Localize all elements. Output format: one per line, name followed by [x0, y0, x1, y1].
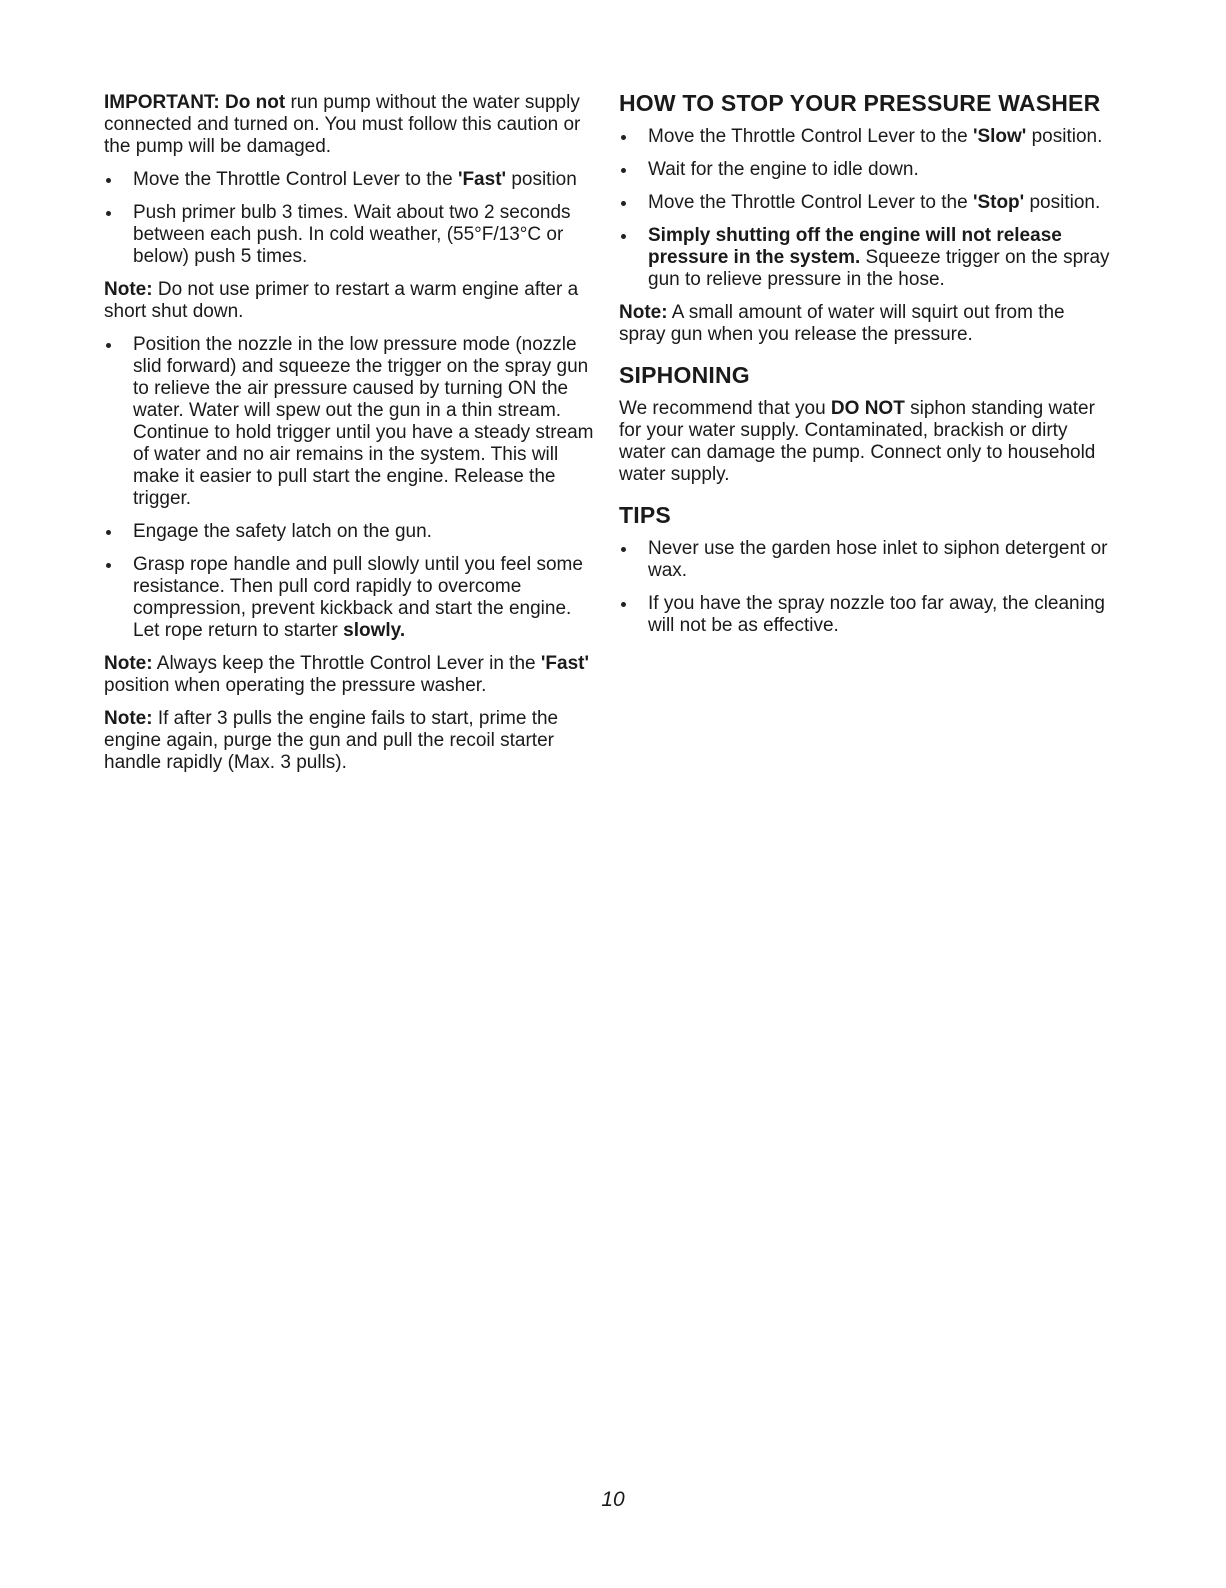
- list-item: [104, 202, 594, 268]
- bullet-icon: [106, 530, 111, 535]
- list-item-text: Position the nozzle in the low pressure mode (nozzle slid forward) and squeeze the trigger on the spray gun to relieve the air pressure caused by turning ON the water. Water will spew out the gun in a thin stream. Continue to hold trigger until you have a steady stream of water and no air remains in the system. This will make it easier to pull start the engine. Release the trigger.: [133, 334, 594, 509]
- important-text: run pump without the water supply connected and turned on. You must follow this caution or the pump will be damaged.: [104, 92, 581, 157]
- list-item: [104, 554, 594, 642]
- right-column: [619, 92, 1114, 648]
- note-label: Note:: [104, 653, 153, 674]
- startup-bullet-list-2: [104, 334, 594, 642]
- note-label: Note:: [104, 708, 153, 729]
- note-bold: 'Fast': [540, 653, 589, 674]
- note-label: Note:: [619, 302, 668, 323]
- list-item-text: Move the Throttle Control Lever to the: [133, 169, 458, 190]
- list-item: [619, 225, 1114, 291]
- siphoning-text-post: siphon standing water for your water supply. Contaminated, brackish or dirty water can damage the pump. Connect only to household water supply.: [619, 398, 1096, 485]
- list-item-text: Never use the garden hose inlet to siphon detergent or wax.: [648, 538, 1108, 581]
- stop-heading: HOW TO STOP YOUR PRESSURE WASHER: [619, 90, 1101, 116]
- tips-bullet-list: [619, 538, 1114, 637]
- note-throttle: [104, 653, 594, 697]
- list-item-bold: slowly.: [343, 620, 406, 641]
- list-item-bold: 'Fast': [457, 169, 507, 190]
- bullet-icon: [621, 168, 626, 173]
- bullet-icon: [621, 602, 626, 607]
- list-item-text: Engage the safety latch on the gun.: [133, 521, 432, 542]
- list-item-text: position: [506, 169, 577, 190]
- note-pressure-release: [619, 302, 1114, 346]
- list-item: [619, 538, 1114, 582]
- list-item: [619, 192, 1114, 214]
- list-item: [104, 169, 594, 191]
- list-item: [619, 126, 1114, 148]
- bullet-icon: [106, 211, 111, 216]
- list-item-text: Move the Throttle Control Lever to the: [648, 126, 973, 147]
- note-text: If after 3 pulls the engine fails to start, prime the engine again, purge the gun and pull the recoil starter handle rapidly (Max. 3 pulls).: [104, 708, 559, 773]
- stop-bullet-list: [619, 126, 1114, 291]
- important-label: IMPORTANT:: [104, 92, 220, 113]
- list-item-text: position.: [1026, 126, 1103, 147]
- siphoning-text: We recommend that you: [619, 398, 831, 419]
- tips-heading: TIPS: [619, 502, 671, 528]
- page-number: 10: [601, 1488, 625, 1511]
- bullet-icon: [106, 343, 111, 348]
- startup-bullet-list-1: [104, 169, 594, 268]
- note-restart: [104, 708, 594, 774]
- list-item-text: Wait for the engine to idle down.: [648, 159, 919, 180]
- list-item-text: Push primer bulb 3 times. Wait about two 2 seconds between each push. In cold weather, (55°F/13°C or below) push 5 times.: [133, 202, 571, 267]
- note-text: Always keep the Throttle Control Lever in the: [152, 653, 541, 674]
- list-item-bold: 'Slow': [972, 126, 1027, 147]
- important-emphasis: Do not: [225, 92, 286, 113]
- bullet-icon: [621, 201, 626, 206]
- note-primer: [104, 279, 594, 323]
- note-label: Note:: [104, 279, 153, 300]
- list-item-text: Grasp rope handle and pull slowly until you feel some resistance. Then pull cord rapidly to overcome compression, prevent kickback and start the engine. Let rope return to starter: [133, 554, 583, 641]
- list-item-text: Move the Throttle Control Lever to the: [648, 192, 973, 213]
- bullet-icon: [621, 135, 626, 140]
- list-item: [104, 521, 594, 543]
- list-item-bold: 'Stop': [972, 192, 1025, 213]
- siphoning-paragraph: [619, 398, 1114, 486]
- list-item-text: If you have the spray nozzle too far away, the cleaning will not be as effective.: [648, 593, 1105, 636]
- list-item: [619, 159, 1114, 181]
- list-item: [619, 593, 1114, 637]
- list-item-text: Squeeze trigger on the spray gun to relieve pressure in the hose.: [648, 247, 1110, 290]
- bullet-icon: [106, 563, 111, 568]
- bullet-icon: [621, 547, 626, 552]
- siphoning-bold: DO NOT: [830, 398, 905, 419]
- important-paragraph: [104, 92, 594, 158]
- list-item-bold: Simply shutting off the engine will not release pressure in the system.: [648, 225, 1062, 268]
- bullet-icon: [621, 234, 626, 239]
- left-column: [104, 92, 594, 785]
- note-text: A small amount of water will squirt out from the spray gun when you release the pressure.: [619, 302, 1065, 345]
- bullet-icon: [106, 178, 111, 183]
- list-item-text: position.: [1024, 192, 1101, 213]
- note-text: Do not use primer to restart a warm engine after a short shut down.: [104, 279, 579, 322]
- list-item: [104, 334, 594, 510]
- note-text-post: position when operating the pressure washer.: [104, 675, 487, 696]
- siphoning-heading: SIPHONING: [619, 362, 750, 388]
